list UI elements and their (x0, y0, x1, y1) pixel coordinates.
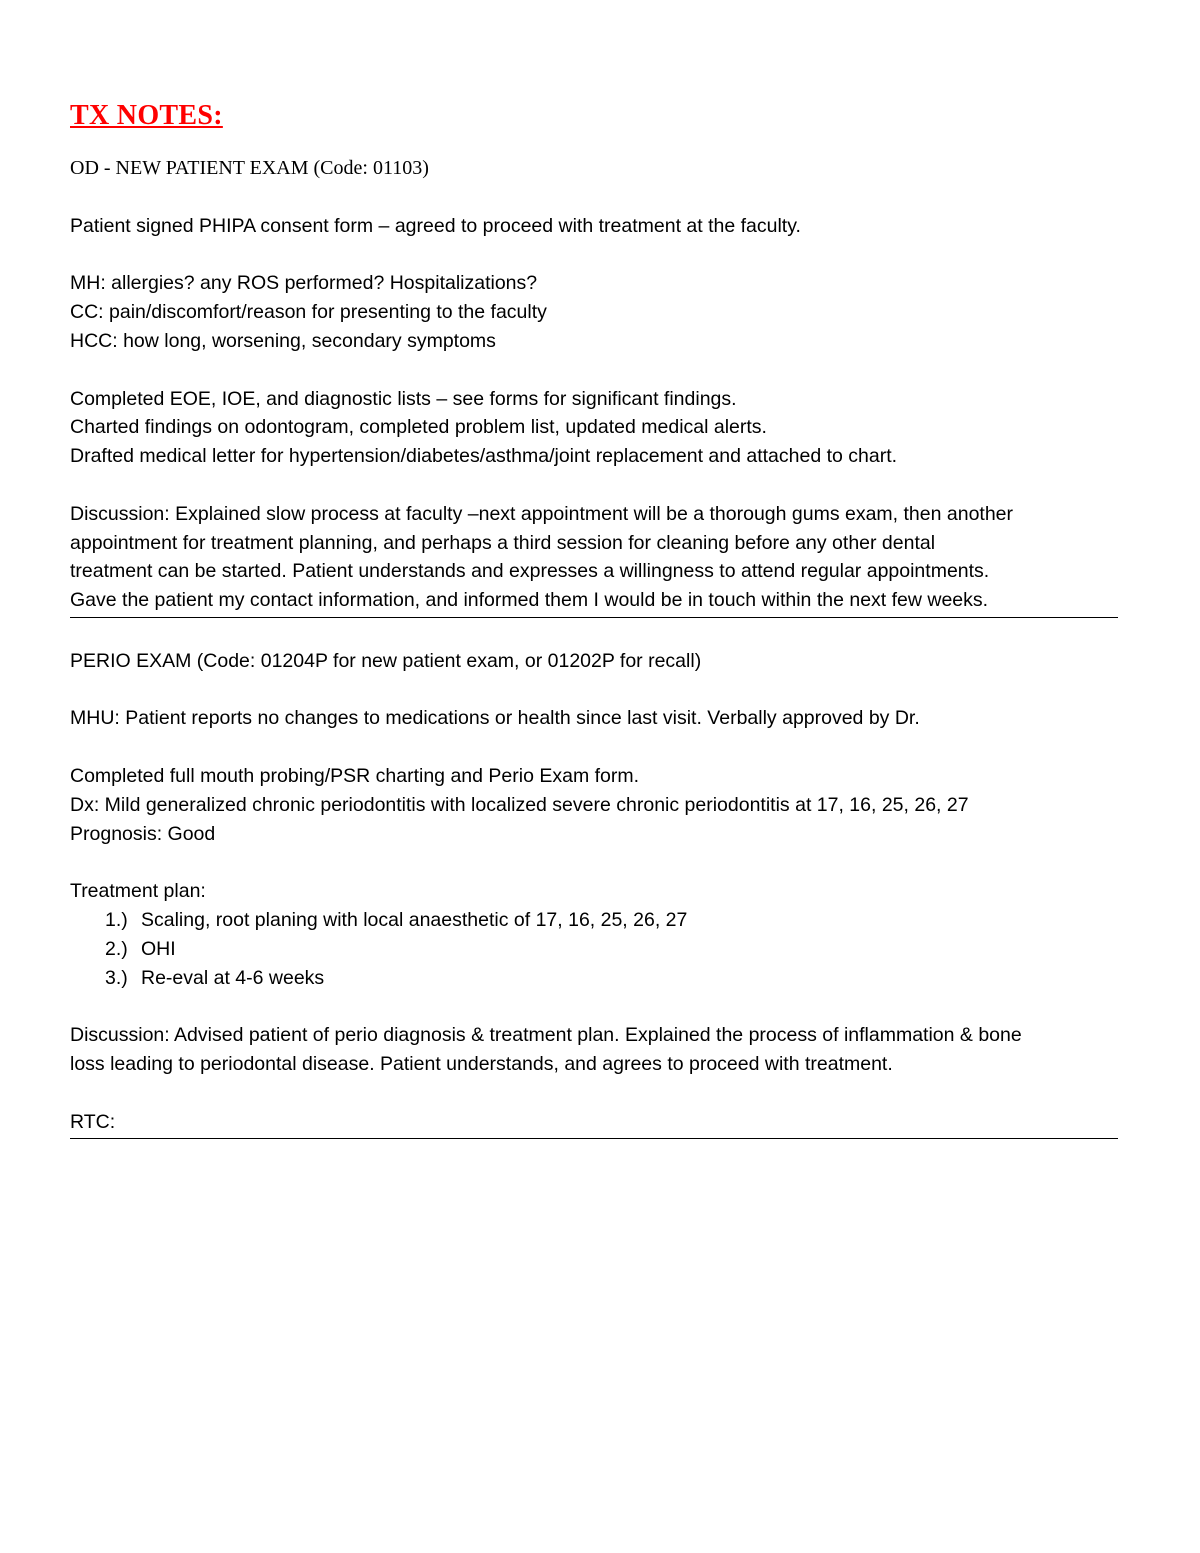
list-item-number: 1.) (105, 908, 128, 931)
list-item-text: Re-eval at 4-6 weeks (141, 966, 325, 989)
list-item (70, 906, 1118, 935)
discussion-line: appointment for treatment planning, and perhaps a third session for cleaning before any other dental (70, 531, 936, 554)
completed-line: Drafted medical letter for hypertension/diabetes/asthma/joint replacement and attached to chart. (70, 445, 898, 468)
history-line-mh: MH: allergies? any ROS performed? Hospitalizations? (70, 272, 538, 295)
discussion-line: Gave the patient my contact information, and informed them I would be in touch within the next few weeks. (70, 589, 989, 612)
list-item-text: Scaling, root planing with local anaesthetic of 17, 16, 25, 26, 27 (141, 908, 688, 931)
list-item (70, 935, 1118, 964)
discussion-line: loss leading to periodontal disease. Patient understands, and agrees to proceed with treatment. (70, 1052, 893, 1075)
list-item-number: 2.) (105, 937, 128, 960)
prognosis-line: Prognosis: Good (70, 822, 216, 845)
consent-line: Patient signed PHIPA consent form – agreed to proceed with treatment at the faculty. (70, 214, 801, 237)
history-line-hcc: HCC: how long, worsening, secondary symptoms (70, 329, 496, 352)
list-item-text: OHI (141, 937, 176, 960)
section2-heading: PERIO EXAM (Code: 01204P for new patient exam, or 01202P for recall) (70, 649, 702, 672)
list-item (70, 964, 1118, 993)
treatment-plan-label: Treatment plan: (70, 880, 206, 903)
treatment-plan-list (70, 906, 1118, 992)
section1-heading: OD - NEW PATIENT EXAM (Code: 01103) (70, 157, 429, 179)
document-page (70, 96, 1118, 1139)
discussion-line: Discussion: Explained slow process at faculty –next appointment will be a thorough gums exam, then another (70, 502, 1014, 525)
mhu-line: MHU: Patient reports no changes to medications or health since last visit. Verbally approved by Dr. (70, 707, 920, 730)
rtc-line: RTC: (70, 1110, 116, 1133)
discussion-line: Discussion: Advised patient of perio diagnosis & treatment plan. Explained the process of inflammation & bone (70, 1024, 1022, 1047)
completed-line: Charted findings on odontogram, completed problem list, updated medical alerts. (70, 416, 767, 439)
history-line-cc: CC: pain/discomfort/reason for presenting to the faculty (70, 301, 547, 324)
section-divider (70, 1138, 1118, 1139)
completed-line: Completed EOE, IOE, and diagnostic lists – see forms for significant findings. (70, 387, 737, 410)
discussion-line: treatment can be started. Patient understands and expresses a willingness to attend regular appointments. (70, 560, 990, 583)
document-title: TX NOTES: (70, 100, 223, 131)
findings-line: Completed full mouth probing/PSR charting and Perio Exam form. (70, 764, 640, 787)
diagnosis-line: Dx: Mild generalized chronic periodontitis with localized severe chronic periodontitis at 17, 16, 25, 26, 27 (70, 793, 969, 816)
list-item-number: 3.) (105, 966, 128, 989)
